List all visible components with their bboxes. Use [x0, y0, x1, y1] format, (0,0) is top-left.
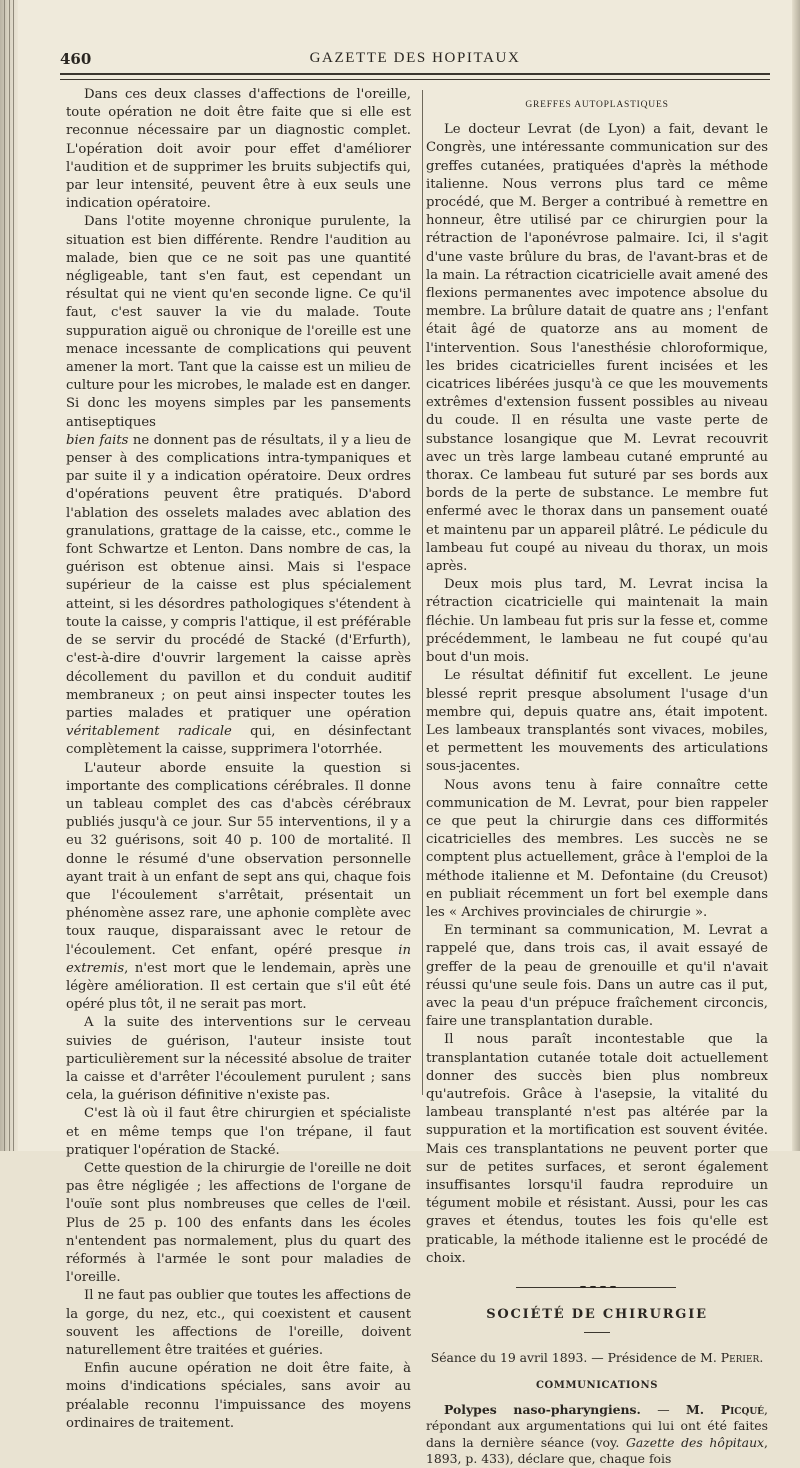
page-number: 460 [60, 50, 92, 68]
ornamental-divider [426, 1282, 768, 1292]
communication-text: , répondant aux argumentations qui lui ont été faites dans la dernière séance (voy. [426, 1401, 768, 1450]
paragraph: A la suite des interventions sur le cerveau suivies de guérison, l'auteur insiste tout particulièrement sur la nécessité absolue de traiter la caisse et d'arrêter l'écoulement purulent ; sans cela, la guérison définitive n'existe pas. [66, 1015, 411, 1104]
president-name: Perier [720, 1350, 760, 1366]
paragraph: Enfin aucune opération ne doit être faite, à moins d'indications spéciales, sans avoir au préalable reconnu l'impuissance des moyens ordinaires de traitement. [66, 1361, 411, 1431]
dash: — [640, 1401, 686, 1417]
header-rule [60, 79, 770, 80]
paragraph-text: L'auteur aborde ensuite la question si importante des complications cérébrales. Il donne un tableau complet des cas d'abcès cérébraux publiés jusqu'à ce jour. Sur 55 interventions, il y a eu 32 guérisons, soit 40 p. 100 de mortalité. Il donne le résumé d'une observation personnelle ayant trait à un enfant de sept ans qui, chaque fois que l'écoulement s'arrêtait, présentait un phénomène assez rare, une aphonie complète avec toux rauque, disparaissant avec le retour de l'écoulement. Cet enfant, opéré presque [66, 760, 411, 958]
paragraph: Nous avons tenu à faire connaître cette communication de M. Levrat, pour bien rappeler ce que peut la chirurgie dans ces difformités cicatricielles des membres. Les succès ne se comptent plus actuellement, grâce à l'emploi de la méthode italienne et M. Defontaine (du Creusot) en publiait récemment un fort bel exemple dans les « Archives provinciales de chirurgie ». [426, 777, 768, 920]
short-rule [584, 1332, 610, 1333]
journal-title: GAZETTE DES HOPITAUX [309, 50, 521, 66]
gutter-line [4, 0, 5, 1151]
journal-reference: Gazette des hôpitaux [625, 1434, 765, 1450]
seance-end: . [759, 1350, 764, 1366]
header-rule [60, 73, 770, 75]
page-edge [792, 0, 800, 1151]
running-head [60, 50, 770, 70]
communication-author: M. Picqué [686, 1401, 765, 1417]
paragraph: Le docteur Levrat (de Lyon) a fait, devant le Congrès, une intéressante communication sur des greffes cutanées, pratiquées d'après la méthode italienne. Nous verrons plus tard ce même procédé, que M. Berger a contribué à remettre en honneur, être utilisé par ce chirurgien pour la rétraction de l'aponévrose palmaire. Ici, il s'agit d'une vaste brûlure du bras, de l'avant-bras et de la main. La rétraction cicatricielle avait amené des flexions permanentes avec impotence absolue du membre. La brûlure datait de quatre ans ; l'enfant était âgé de quatorze ans au moment de l'intervention. Sous l'anesthésie chloroformique, les brides cicatricielles furent incisées et les cicatrices libérées jusqu'à ce que les mouvements extrêmes d'extension fussent possibles au niveau du coude. Il en résulta une vaste perte de substance losangique que M. Levrat recouvrit avec un très large lambeau cutané emprunté au thorax. Ce lambeau fut suturé par ses bords aux bords de la perte de substance. Le membre fut enfermé avec le thorax dans un pansement ouaté et maintenu par un appareil plâtré. Le pédicule du lambeau fut coupé au niveau du thorax, un mois après. [426, 122, 768, 575]
paragraph: Deux mois plus tard, M. Levrat incisa la rétraction cicatricielle qui maintenait la main fléchie. Un lambeau fut pris sur la fesse et, comme précédemment, le lambeau ne fut coupé qu'au bout d'un mois. [426, 577, 768, 666]
emphasis: in extremis [66, 942, 411, 976]
paragraph-text: qui, en désinfectant complètement la caisse, supprimera l'otorrhée. [66, 724, 411, 758]
paragraph-text: ne donnent pas de résultats, il y a lieu de penser à des complications intra-tympaniques et par suite il y a indication opératoire. Deux ordres d'opérations peuvent être pratiqués. D'abord l'ablation des osselets malades avec ablation des granulations, grattage de la caisse, etc., comme le font Schwartze et Lenton. Dans nombre de cas, la guérison est obtenue ainsi. Mais si l'espace supérieur de la caisse est plus spécialement atteint, si les désordres pathologiques s'étendent à toute la caisse, y compris l'attique, il est préférable de se servir du procédé de Stacké (d'Erfurth), c'est-à-dire d'ouvrir largement la caisse après décollement du pavillon et du conduit auditif membraneux ; on peut ainsi inspecter toutes les parties malades et pratiquer une opération [66, 432, 411, 721]
paragraph-text: , n'est mort que le lendemain, après une légère amélioration. Il est certain que s'il eût été opéré plus tôt, il ne serait pas mort. [66, 960, 411, 1013]
paragraph: En terminant sa communication, M. Levrat a rappelé que, dans trois cas, il avait essayé de greffer de la peau de grenouille et qu'il n'avait réussi qu'une seule fois. Dans un autre cas il put, avec la peau d'un prépuce fraîchement circoncis, faire une transplantation durable. [426, 923, 768, 1030]
communication-lead: Polypes naso-pharyngiens. [444, 1401, 641, 1417]
society-title: SOCIÉTÉ DE CHIRURGIE [486, 1307, 708, 1322]
paragraph: Cette question de la chirurgie de l'oreille ne doit pas être négligée ; les affections de l'organe de l'ouïe sont plus nombreuses que celles de l'œil. Plus de 25 p. 100 des enfants dans les écoles n'entendent pas normalement, plus du quart des réformés à l'armée le sont pour maladies de l'oreille. [66, 1160, 411, 1286]
left-column [66, 86, 411, 1433]
column-divider [422, 90, 423, 1095]
paragraph: C'est là où il faut être chirurgien et spécialiste et en même temps que l'on trépane, il faut pratiquer l'opération de Stacké. [66, 1106, 411, 1158]
gutter-line [9, 0, 10, 1151]
paragraph [66, 760, 411, 1015]
paragraph: Dans l'otite moyenne chronique purulente, la situation est bien différente. Rendre l'audition au malade, bien que ce ne soit pas une quantité négligeable, tant s'en faut, est cependant un résultat qui ne vient qu'en seconde ligne. Ce qu'il faut, c'est sauver la vie du malade. Toute suppuration aiguë ou chronique de l'oreille est une menace incessante de complications qui peuvent amener la mort. Tant que la caisse est un milieu de culture pour les microbes, le malade est en danger. Si donc les moyens simples par les pansements antiseptiques [66, 214, 411, 430]
communication-text: , 1893, p. 433), déclare que, chaque fois [426, 1434, 768, 1467]
gutter-line [13, 0, 14, 1151]
communications-heading: COMMUNICATIONS [535, 1380, 659, 1392]
communication-paragraph [426, 1402, 768, 1468]
paragraph: Il ne faut pas oublier que toutes les affections de la gorge, du nez, etc., qui coexistent et causent souvent les affections de l'oreille, doivent naturellement être traitées et guéries. [66, 1288, 411, 1359]
paragraph [66, 432, 411, 760]
paragraph: Il nous paraît incontestable que la transplantation cutanée totale doit actuellement donner des succès bien plus nombreux qu'autrefois. Grâce à l'asepsie, la vitalité du lambeau transplanté n'est pas altérée par la suppuration et la mortification est souvent évitée. Mais ces transplantations ne peuvent porter que sur de petites surfaces, et seront également insuffisantes lorsqu'il faudra reproduire un tégument mobile et résistant. Aussi, pour les cas graves et étendus, toutes les fois qu'elle est praticable, la méthode italienne est le procédé de choix. [426, 1032, 768, 1266]
divider-ornament [578, 1285, 616, 1289]
paragraph: Dans ces deux classes d'affections de l'oreille, toute opération ne doit être faite que si elle est reconnue nécessaire par un diagnostic complet. L'opération doit avoir pour effet d'améliorer l'audition et de supprimer les bruits subjectifs qui, par leur intensité, peuvent être à eux seuls une indication opératoire. [66, 87, 411, 212]
right-column [426, 86, 768, 1468]
paragraph: Le résultat définitif fut excellent. Le jeune blessé reprit presque absolument l'usage d'un membre qui, depuis quatre ans, était impotent. Les lambeaux transplantés sont vivaces, mobiles, et permettent les mouvements des articulations sous-jacentes. [426, 668, 768, 775]
seance-text: Séance du 19 avril 1893. — Présidence de M. [430, 1350, 717, 1366]
emphasis: bien faits [66, 432, 129, 448]
emphasis: véritablement radicale [66, 724, 232, 740]
section-title: GREFFES AUTOPLASTIQUES [525, 100, 669, 110]
seance-line [426, 1349, 768, 1367]
